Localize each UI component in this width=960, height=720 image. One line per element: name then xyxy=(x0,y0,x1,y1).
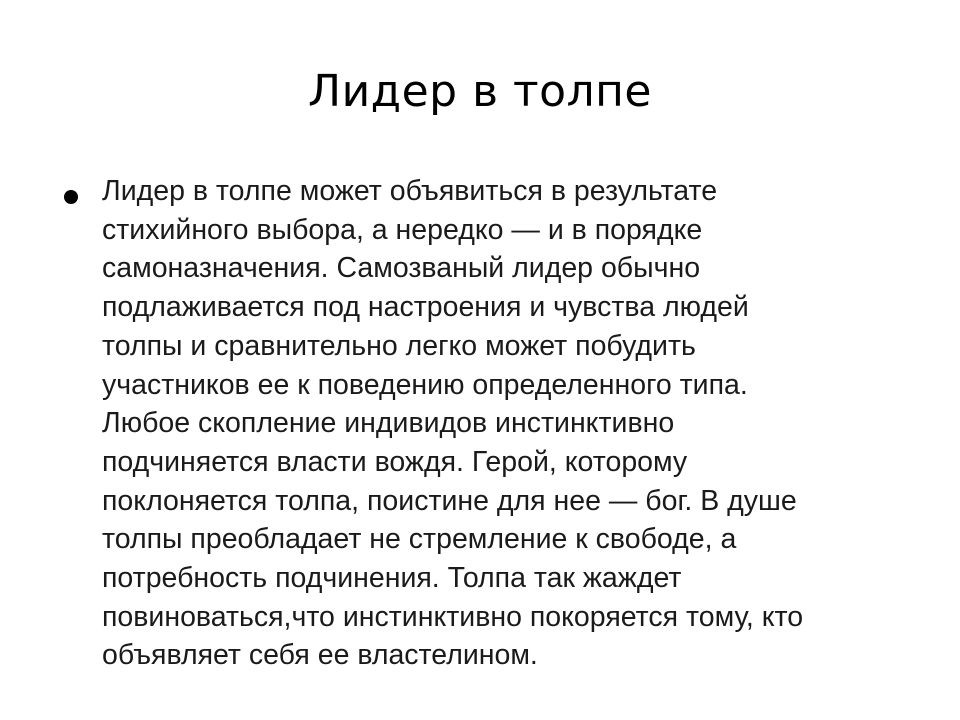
text-line: самоназначения. Самозваный лидер обычно xyxy=(102,252,701,285)
text-line: подлаживается под настроения и чувства людей xyxy=(102,291,749,324)
bullet-text xyxy=(64,172,894,675)
text-line: подчиняется власти вождя. Герой, которому xyxy=(102,445,688,478)
bullet-dot-icon xyxy=(64,190,78,204)
bullet-item xyxy=(64,172,894,675)
slide-title: Лидер в толпе xyxy=(307,66,653,117)
text-line: толпы и сравнительно легко может побудить xyxy=(102,329,696,362)
text-line: объявляет себя ее властелином. xyxy=(102,639,538,672)
text-line: потребность подчинения. Толпа так жаждет xyxy=(102,562,682,595)
slide-body xyxy=(64,172,894,675)
text-line: повиноваться,что инстинктивно покоряется тому, кто xyxy=(102,600,804,633)
text-line: участников ее к поведению определенного типа. xyxy=(102,368,748,401)
text-line: толпы преобладает не стремление к свободе, а xyxy=(102,523,737,556)
text-line: Любое скопление индивидов инстинктивно xyxy=(102,407,675,440)
text-line: Лидер в толпе может объявиться в результате xyxy=(102,175,718,207)
text-line: поклоняется толпа, поистине для нее — бог. В душе xyxy=(102,484,797,517)
text-line: стихийного выбора, а нередко — и в порядке xyxy=(102,213,703,246)
